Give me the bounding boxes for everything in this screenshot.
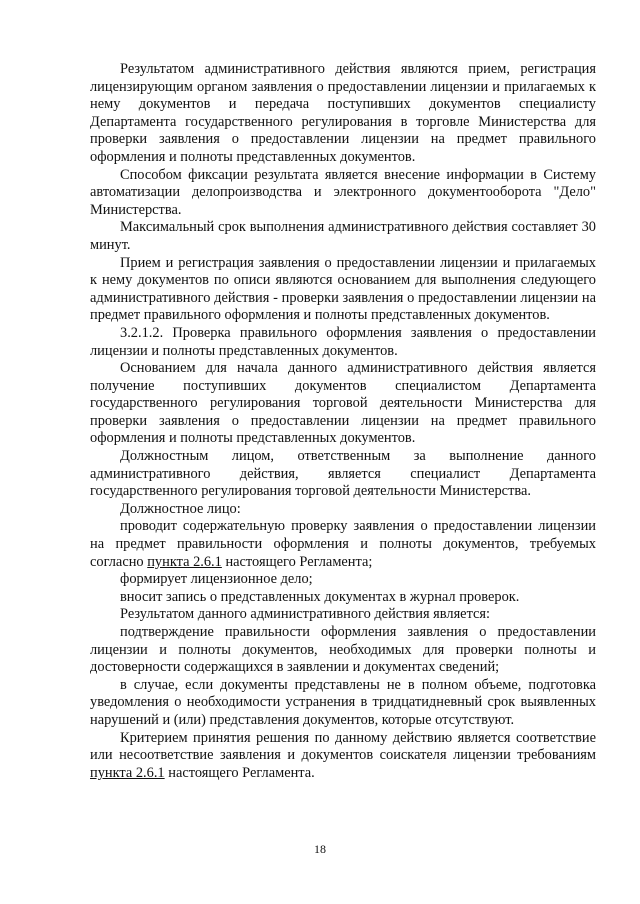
paragraph-with-link	[90, 518, 596, 571]
document-body	[90, 61, 596, 782]
paragraph: подтверждение правильности оформления заявления о предоставлении лицензии и полноты документов, необходимых для проверки полноты и достоверности содержащихся в заявлении и документах сведений;	[90, 624, 596, 676]
paragraph: формирует лицензионное дело;	[120, 571, 313, 588]
paragraph: вносит запись о представленных документах в журнал проверок.	[120, 588, 520, 605]
text-segment: Критерием принятия решения по данному действию является соответствие или несоответствие заявления и документов соискателя лицензии требованиям	[90, 729, 596, 764]
text-segment: настоящего Регламента.	[164, 764, 315, 781]
paragraph: Результатом данного административного действия является:	[120, 606, 491, 623]
paragraph: Должностным лицом, ответственным за выполнение данного административного действия, является специалист Департамента государственного регулирования торговой деятельности Министерства.	[90, 448, 596, 500]
paragraph: Способом фиксации результата является внесение информации в Систему автоматизации делопроизводства и электронного документооборота "Дело" Министерства.	[90, 166, 596, 218]
text-segment: настоящего Регламента;	[221, 553, 373, 570]
paragraph: Должностное лицо:	[120, 500, 241, 517]
section-heading-3-2-1-2: 3.2.1.2. Проверка правильного оформления заявления о предоставлении лицензии и полноты представленных документов.	[90, 324, 596, 359]
text-segment: проводит содержательную проверку заявления о предоставлении лицензии на предмет правильности оформления и полноты документов, требуемых согласно	[90, 518, 596, 570]
paragraph-with-link	[90, 730, 596, 783]
page-number: 18	[314, 842, 326, 856]
regulation-link-2-6-1[interactable]: пункта 2.6.1	[147, 553, 222, 570]
paragraph: Результатом административного действия являются прием, регистрация лицензирующим органом заявления о предоставлении лицензии и прилагаемых к нему документов и передача поступивших документов специалисту Департамента государственного регулирования в торговле Министерства для проверки заявления о предоставлении лицензии на предмет правильного оформления и полноты представленных документов.	[90, 61, 596, 165]
regulation-link-2-6-1[interactable]: пункта 2.6.1	[90, 764, 165, 781]
paragraph: в случае, если документы представлены не в полном объеме, подготовка уведомления о необходимости устранения в тридцатидневный срок выявленных нарушений и (или) представления документов, которые отсутствуют.	[90, 676, 596, 728]
paragraph: Прием и регистрация заявления о предоставлении лицензии и прилагаемых к нему документов по описи являются основанием для выполнения следующего административного действия - проверки заявления о предоставлении лицензии на предмет правильного оформления и полноты представленных документов.	[90, 254, 596, 324]
paragraph: Основанием для начала данного административного действия является получение поступивших документов специалистом Департамента государственного регулирования торговой деятельности Министерства для проверки заявления о предоставлении лицензии на предмет правильного оформления и полноты представленных документов.	[90, 360, 596, 447]
paragraph: Максимальный срок выполнения административного действия составляет 30 минут.	[90, 219, 596, 253]
